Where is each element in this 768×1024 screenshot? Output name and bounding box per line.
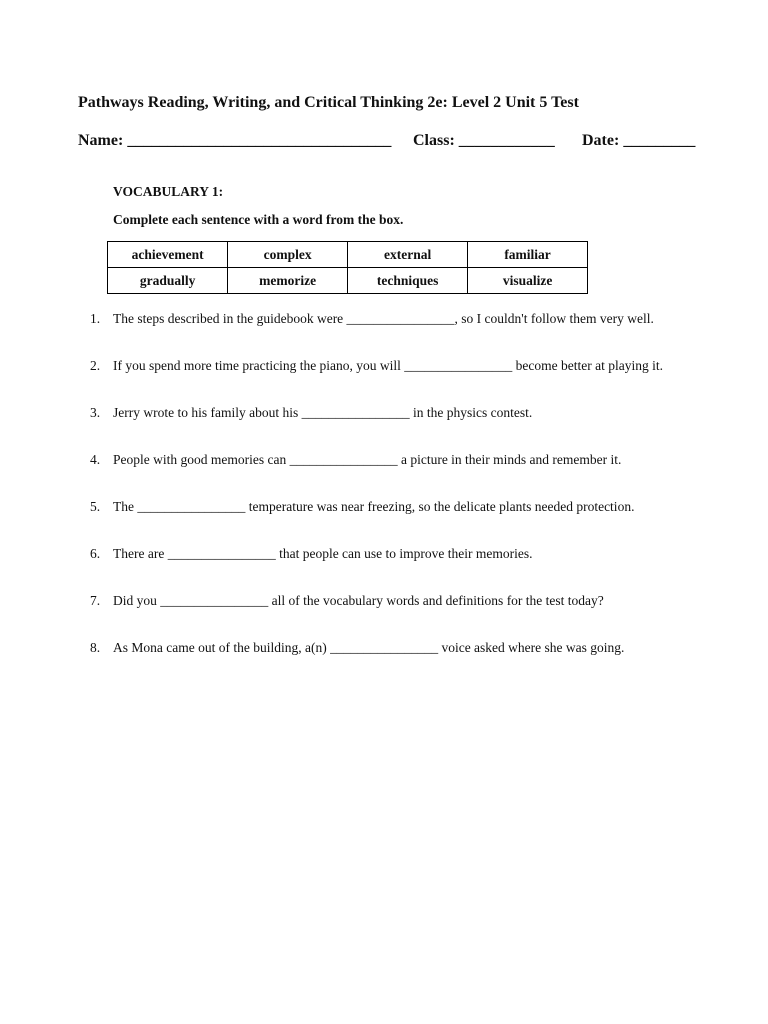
page-title: Pathways Reading, Writing, and Critical Thinking 2e: Level 2 Unit 5 Test <box>78 94 579 111</box>
question-text: Jerry wrote to his family about his ________________ in the physics contest. <box>113 405 533 420</box>
question-number: 5. <box>90 499 101 514</box>
word-box-row <box>108 268 588 294</box>
question-number: 8. <box>90 640 101 655</box>
section-heading: VOCABULARY 1: <box>113 184 224 199</box>
word-box-cell: familiar <box>468 242 588 268</box>
word-box-cell: gradually <box>108 268 228 294</box>
question-text: There are ________________ that people can use to improve their memories. <box>113 546 533 561</box>
word-box <box>107 241 588 294</box>
word-box-cell: memorize <box>228 268 348 294</box>
question-number: 3. <box>90 405 101 420</box>
word-box-row <box>108 242 588 268</box>
word-box-cell: visualize <box>468 268 588 294</box>
question-item <box>78 311 718 358</box>
question-text: If you spend more time practicing the piano, you will ________________ become better at playing it. <box>113 358 663 373</box>
question-item <box>78 358 718 405</box>
word-box-cell: complex <box>228 242 348 268</box>
question-text: Did you ________________ all of the vocabulary words and definitions for the test today? <box>113 593 604 608</box>
question-list <box>78 311 718 687</box>
word-box-cell: external <box>348 242 468 268</box>
question-text: The steps described in the guidebook were ________________, so I couldn't follow them very well. <box>113 311 654 326</box>
word-box-cell: techniques <box>348 268 468 294</box>
question-number: 6. <box>90 546 101 561</box>
question-item <box>78 593 718 640</box>
date-field: Date: _________ <box>582 132 696 149</box>
name-field: Name: _________________________________ <box>78 132 392 149</box>
question-item <box>78 640 718 687</box>
question-item <box>78 546 718 593</box>
class-field: Class: ____________ <box>413 132 555 149</box>
question-item <box>78 452 718 499</box>
question-number: 1. <box>90 311 101 326</box>
question-number: 2. <box>90 358 101 373</box>
question-item <box>78 499 718 546</box>
question-number: 7. <box>90 593 101 608</box>
instructions: Complete each sentence with a word from the box. <box>113 212 404 227</box>
question-text: People with good memories can ________________ a picture in their minds and remember it. <box>113 452 622 467</box>
question-item <box>78 405 718 452</box>
question-number: 4. <box>90 452 101 467</box>
question-text: As Mona came out of the building, a(n) ________________ voice asked where she was going. <box>113 640 625 655</box>
question-text: The ________________ temperature was near freezing, so the delicate plants needed protection. <box>113 499 635 514</box>
word-box-cell: achievement <box>108 242 228 268</box>
